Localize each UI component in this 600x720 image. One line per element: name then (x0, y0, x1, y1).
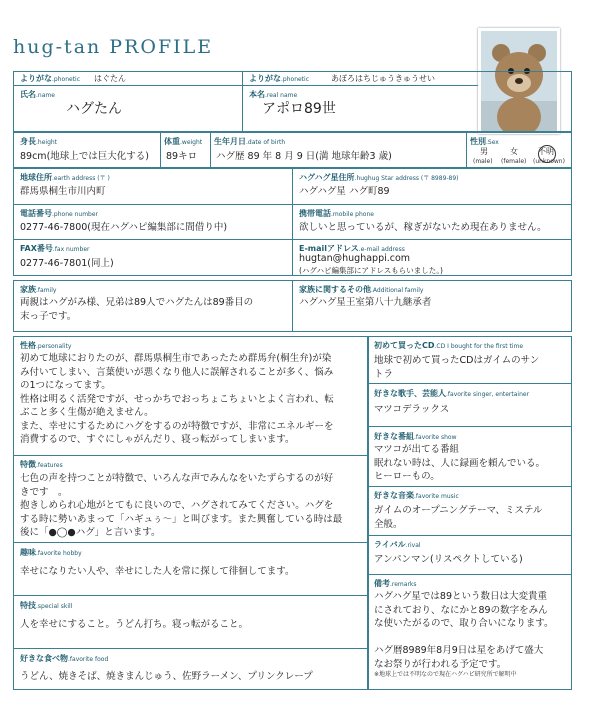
show-label: 好きな番組.favorite show (374, 432, 457, 441)
name-value: ハグたん (66, 101, 122, 117)
show-value: マツコが出てる番組 眠れない時は、人に録画を頼んでいる。 ヒーローもの。 (374, 444, 546, 482)
rival-label: ライバル.rival (374, 540, 421, 549)
email-value[interactable]: hugtan@hughappi.com (299, 253, 411, 264)
sex-en-female: (female) (501, 158, 527, 165)
phone-value: 0277-46-7800(現在ハグハピ編集部に間借り中) (20, 222, 228, 233)
height-label: 身長.height (20, 137, 58, 146)
music-label: 好きな音楽.favorite music (374, 491, 459, 500)
hughug-address-value: ハグハグ星 ハグ町89 (299, 186, 390, 197)
fax-value: 0277-46-7801(同上) (20, 258, 114, 269)
weight-label: 体重.weight (164, 137, 203, 146)
features-label: 特徴.features (20, 460, 63, 469)
realname-value: アポロ89世 (262, 101, 336, 117)
weight-value: 89キロ (166, 151, 198, 162)
earth-address-value: 群馬県桐生市川内町 (20, 186, 106, 197)
furigana-label-2: よりがな.phonetic (249, 74, 310, 83)
furigana-realname: あぽろはちじゅうきゅうせい (331, 74, 435, 83)
music-value: ガイムのオープニングテーマ、ミステル 全般。 (374, 505, 543, 530)
earth-address-label: 地球住所.earth address (〒 ) (20, 173, 110, 182)
page-title: hug-tan PROFILE (13, 36, 214, 58)
furigana-name: はぐたん (94, 74, 126, 83)
remarks-value: ハグハグ星では89という数日は大変貴重 にされており、なにかと89の数字をみん な使いたがるので、取り合いになります。 ハグ暦8989年8月9日は星をあげて盛大 なお祭りが行われる予定です。 (374, 591, 554, 670)
personality-label: 性格.personality (20, 341, 72, 350)
family-info-value: ハグハグ星王室第八十九継承者 (299, 297, 432, 308)
sex-option-unknown[interactable]: 不明 (538, 147, 554, 156)
height-value: 89cm(地球上では巨大化する) (20, 151, 149, 162)
furigana-label: よりがな.phonetic (20, 74, 81, 83)
sex-en-male: (male) (473, 158, 493, 165)
fax-label: FAX番号.fax number (20, 244, 90, 253)
remarks-label: 備考.remarks (374, 579, 417, 588)
sex-label: 性別.Sex (470, 137, 499, 146)
rival-value: アンパンマン(リスペクトしている) (374, 554, 523, 565)
dob-label: 生年月日.date of birth (214, 137, 286, 146)
cd-label: 初めて買ったCD.CD I bought for the first time (374, 341, 524, 350)
mobile-label: 携帯電話.mobile phone (299, 209, 374, 218)
food-value: うどん、焼きそば、焼きまんじゅう、佐野ラーメン、プリンクレープ (20, 671, 313, 682)
cd-value: 地球で初めて買ったCDはガイムのサン トラ (374, 355, 540, 380)
family-value: 両親はハグがみ様、兄弟は89人でハグたんは89番目の 末っ子です。 (20, 297, 254, 322)
name-label: 氏名.name (20, 90, 55, 99)
personality-value: 初めて地球におりたのが、群馬県桐生市であったため群馬弁(桐生弁)が染 み付いてしまい、言葉使いが悪くなり他人に誤解されることが多く、悩み の1つになってます。 性格は明るく活発ですが、せっかちでおっちょこちょいとよく言われ、転 ぶこと多く生傷が絶えません。 また、幸せにするためにハグをするのが特徴ですが、非常にエネルギーを 消費するので、すぐにしゃがんだり、寝っ転がってしまいます。 (20, 353, 334, 445)
features-value: 七色の声を持つことが特徴で、いろんな声でみんなをいたずらするのが好 きです 。 抱きしめられ心地がとてもに良いので、ハグされてみてください。ハグを する時に勢いあまって「ハギュぅ〜」と叫びます。また興奮している時は最 後に「●◯●ハグ」と言います。 (20, 473, 343, 538)
email-note: (ハグハピ編集部にアドレスもらいました。) (299, 266, 443, 275)
phone-label: 電話番号.phone number (20, 209, 99, 218)
hughug-address-label: ハグハグ星住所.hughug Star address (〒 8989-89) (299, 173, 459, 182)
singer-label: 好きな歌手、芸能人.favorite singer, entertainer (374, 389, 530, 398)
food-label: 好きな食べ物.favorite food (20, 654, 109, 663)
family-info-label: 家族に関するその他.Additional family (299, 285, 424, 294)
sex-option-female[interactable]: 女 (510, 147, 518, 156)
singer-value: マツコデラックス (374, 404, 450, 415)
remarks-note: ※地球上では不明なので現在ハグハピ研究所で解明中 (374, 671, 517, 678)
sex-option-male[interactable]: 男 (480, 147, 488, 156)
sex-en-unknown: (unknown) (533, 158, 565, 165)
hobby-label: 趣味.favorite hobby (20, 548, 82, 557)
skill-label: 特技.special skill (20, 601, 73, 610)
mobile-value: 欲しいと思っているが、稼ぎがないため現在ありません。 (299, 222, 547, 233)
email-label: E-mailアドレス.e-mail address (299, 244, 405, 253)
dob-value: ハグ歴 89 年 8 月 9 日(満 地球年齢3 歳) (216, 151, 392, 162)
skill-value: 人を幸せにすること。うどん打ち。寝っ転がること。 (20, 619, 249, 630)
family-label: 家族.family (20, 285, 57, 294)
realname-label: 本名.real name (249, 90, 298, 99)
hobby-value: 幸せになりたい人や、幸せにした人を常に探して徘徊してます。 (20, 566, 295, 577)
